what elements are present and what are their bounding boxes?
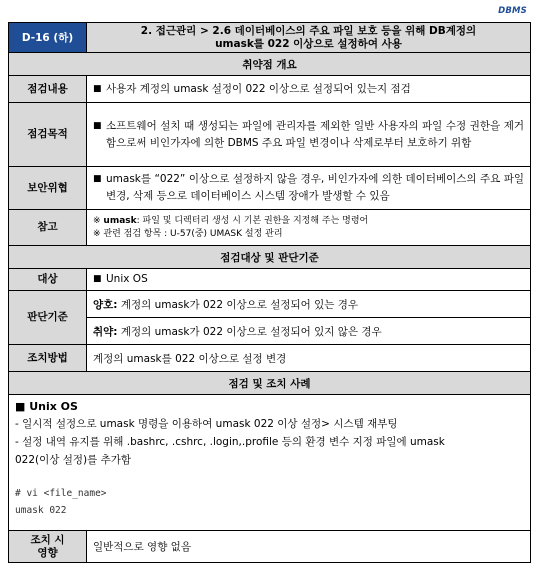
cases-cell [9,395,531,531]
judgement-good-cell [87,291,531,318]
security-threat-cell [87,167,531,210]
impact-label-line1: 조치 시 [30,533,65,546]
note-line1 [93,215,524,228]
action-text: 계정의 umask를 022 이상으로 설정 변경 [93,352,287,365]
label-check-purpose: 점검목적 [9,103,87,167]
dbms-tag: DBMS [498,6,527,16]
item-id-cell [9,23,87,53]
impact-cell [87,531,531,563]
bullet-icon: ■ [93,120,102,131]
security-threat-text: umask를 “022” 이상으로 설정하지 않을 경우, 비인가자에 의한 데이터베이스의 주요 파일 변경, 삭제 등으로 데이터베이스 시스템 장애가 발생할 수 있음 [106,173,524,202]
note-cell [87,210,531,246]
note-term: umask [103,215,137,226]
section-criteria-title: 점검대상 및 판단기준 [9,246,531,269]
action-cell [87,345,531,372]
cases-line3: 022(이상 설정)를 추가함 [15,454,132,466]
impact-text: 일반적으로 영향 없음 [93,541,191,553]
code-line1: # vi <file_name> [15,488,107,499]
label-security-threat: 보안위협 [9,167,87,210]
label-judgement: 판단기준 [9,291,87,345]
check-purpose-cell [87,103,531,167]
cases-heading: ■ Unix OS [15,400,78,413]
note-line2: ※ 관련 점검 항목 : U-57(중) UMASK 설정 관리 [93,228,283,239]
note-definition: : 파일 및 디렉터리 생성 시 기본 권한을 지정해 주는 명령어 [136,215,369,226]
label-action: 조치방법 [9,345,87,372]
item-id: D-16 (하) [21,32,74,44]
check-content-text: 사용자 계정의 umask 설정이 022 이상으로 설정되어 있는지 점검 [106,82,411,95]
label-impact [9,531,87,563]
cases-line2: - 설정 내역 유지를 위해 .bashrc, .cshrc, .login,.profile 등의 환경 변수 지정 파일에 umask [15,436,445,448]
label-target: 대상 [9,269,87,291]
bullet-icon: ■ [93,83,102,94]
item-title-line1: 2. 접근관리 > 2.6 데이터베이스의 주요 파일 보호 등을 위해 DB계정의 [140,24,477,37]
section-overview-title: 취약점 개요 [9,53,531,76]
section-cases-title: 점검 및 조치 사례 [9,372,531,395]
code-line2: umask 022 [15,505,67,516]
bullet-icon: ■ [93,274,102,284]
target-cell [87,269,531,291]
check-content-cell [87,76,531,103]
note-mark-icon: ※ [93,215,101,226]
judgement-bad-cell [87,318,531,345]
item-title-cell [87,23,531,53]
good-label: 양호: [93,298,118,311]
target-text: Unix OS [106,273,148,285]
impact-label-line2: 영향 [37,546,58,559]
bullet-icon: ■ [93,174,102,184]
bad-text: 계정의 umask가 022 이상으로 설정되어 있지 않은 경우 [117,325,382,338]
good-text: 계정의 umask가 022 이상으로 설정되어 있는 경우 [117,298,359,311]
item-title-line2: umask를 022 이상으로 설정하여 사용 [215,37,402,50]
bad-label: 취약: [93,325,118,338]
check-item-table [8,22,531,563]
cases-line1: - 일시적 설정으로 umask 명령을 이용하여 umask 022 이상 설정> 시스템 재부팅 [15,418,398,430]
label-note: 참고 [9,210,87,246]
check-purpose-text: 소프트웨어 설치 때 생성되는 파일에 관리자를 제외한 일반 사용자의 파일 수정 권한을 제거함으로써 비인가자에 의한 DBMS 주요 파일 변경이나 삭제로부터 보호하기 위함 [106,119,524,149]
label-check-content: 점검내용 [9,76,87,103]
